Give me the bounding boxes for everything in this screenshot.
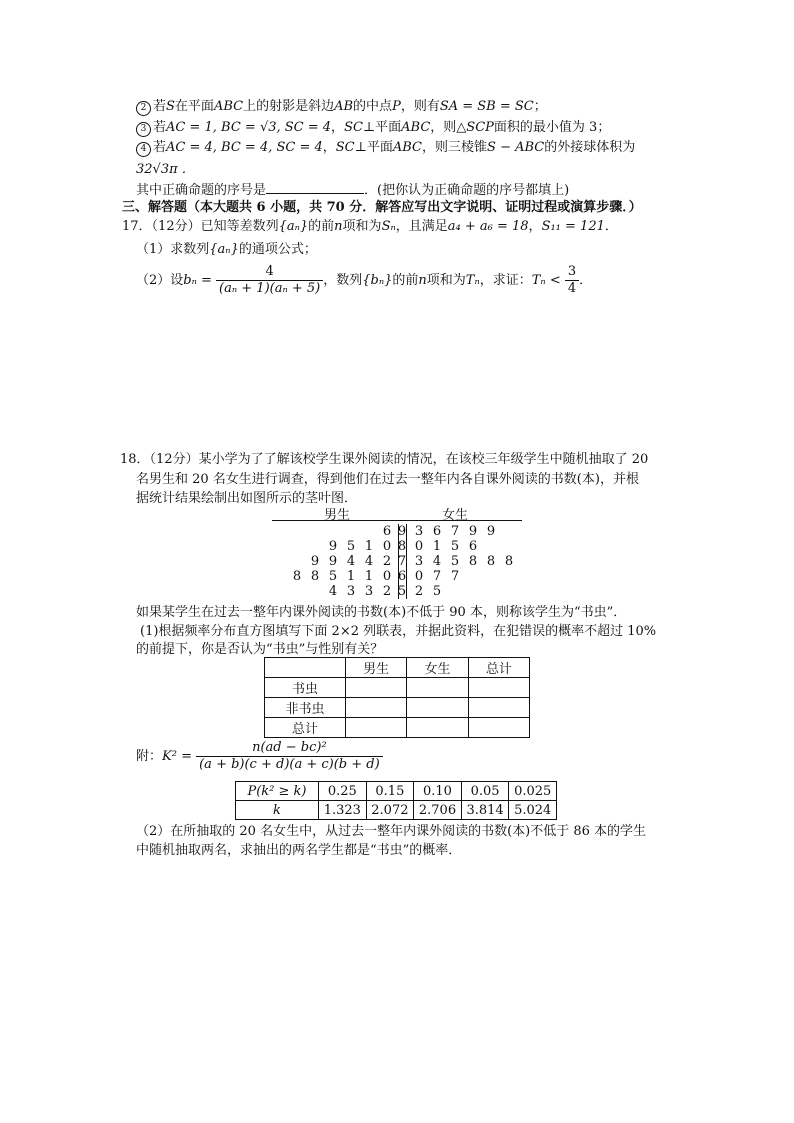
table-cell[interactable]: [468, 718, 529, 738]
male-leaf: 4: [364, 554, 374, 569]
stem-value: 9: [397, 524, 407, 539]
table-header-row: [265, 658, 530, 678]
female-leaf: 7: [450, 524, 460, 539]
male-leaf: 6: [382, 524, 392, 539]
stem-value: 8: [397, 539, 407, 554]
circled-number-2: 2: [136, 101, 151, 116]
bookworm-definition: 如果某学生在过去一整年内课外阅读的书数(本)不低于 90 本，则称该学生为“书虫”．: [136, 605, 627, 620]
female-leaf: 8: [468, 554, 478, 569]
female-leaf: 5: [450, 554, 460, 569]
stem-leaf-title-female: 女生: [442, 508, 469, 523]
table-header-cell: 女生: [407, 658, 468, 678]
male-leaf: 3: [346, 584, 356, 599]
table-cell: 0.15: [366, 782, 414, 801]
circled-number-3: 3: [136, 122, 151, 137]
answer-blank[interactable]: [266, 181, 364, 194]
table-row: [236, 801, 557, 820]
female-leaf: 6: [468, 539, 478, 554]
stem-value: 7: [397, 554, 407, 569]
q18-intro-line3: 据统计结果绘制出如图所示的茎叶图．: [136, 491, 358, 506]
table-cell: 2.072: [366, 801, 414, 820]
critical-value-table: [235, 781, 557, 820]
proposition-3: 3 若AC = 1, BC = √3, SC = 4，SC⊥平面ABC，则△SCP面积的最小值为 3；: [136, 119, 610, 137]
section-heading: 三、解答题（本大题共 6 小题，共 70 分．解答应写出文字说明、证明过程或演算步骤．）: [122, 200, 642, 215]
female-leaf: 0: [414, 569, 424, 584]
female-leaf: 5: [450, 539, 460, 554]
male-leaf: 0: [382, 569, 392, 584]
fraction-bn: $\frac{4}{\text{(aₙ + 1)(aₙ + 5)}}$: [216, 264, 323, 297]
table-cell[interactable]: [407, 698, 468, 718]
female-leaf: 2: [414, 584, 424, 599]
female-leaf: 7: [450, 569, 460, 584]
female-leaf: 3: [414, 554, 424, 569]
row-label: k: [236, 801, 319, 820]
fraction-3-4: $\frac{3}{4}$: [565, 264, 579, 297]
table-cell[interactable]: [346, 698, 407, 718]
table-cell: 1.323: [319, 801, 367, 820]
answer-line: 其中正确命题的序号是 ．(把你认为正确命题的序号都填上): [136, 183, 570, 198]
q17-part1: （1）求数列{aₙ}的通项公式；: [136, 242, 317, 257]
stem-leaf-title-male: 男生: [324, 508, 351, 523]
table-row: [265, 698, 530, 718]
table-cell[interactable]: [407, 678, 468, 698]
row-label: 总计: [265, 718, 346, 738]
male-leaf: 3: [364, 584, 374, 599]
table-cell[interactable]: [407, 718, 468, 738]
stem-value: 5: [397, 584, 407, 599]
table-cell: 0.05: [461, 782, 509, 801]
male-leaf: 0: [382, 539, 392, 554]
formula-fraction: $\frac{\text{n(ad − bc)²}}{(a + b)(c + d)(a + c)(b + d)}$: [196, 740, 383, 773]
stem-value: 6: [397, 569, 407, 584]
male-leaf: 5: [328, 569, 338, 584]
q18-intro-line1: 18．（12分）某小学为了了解该校学生课外阅读的情况，在该校三年级学生中随机抽取了 20: [120, 452, 649, 467]
table-cell: 3.814: [461, 801, 509, 820]
male-leaf: 5: [346, 539, 356, 554]
table-cell: 0.10: [414, 782, 462, 801]
row-label: P(k² ≥ k): [236, 782, 319, 801]
male-leaf: 8: [292, 569, 302, 584]
q17-part2: （2）设bₙ = $\frac{4}{\text{(aₙ + 1)(aₙ + 5)}}$ ，数列{bₙ}的前n项和为Tₙ，求证：Tₙ < $\frac{3}{4}$ ．: [136, 264, 593, 296]
table-row: [265, 718, 530, 738]
table-row: [265, 678, 530, 698]
stem-leaf-plot: [270, 504, 530, 600]
female-leaf: 8: [486, 554, 496, 569]
male-leaf: 8: [310, 569, 320, 584]
q18-intro-line2: 名男生和 20 名女生进行调查，得到他们在过去一整年内各自课外阅读的书数(本)，并根: [136, 472, 639, 487]
table-cell: 0.25: [319, 782, 367, 801]
female-leaf: 9: [468, 524, 478, 539]
male-leaf: 2: [382, 554, 392, 569]
contingency-table: [264, 657, 530, 738]
q18-part2-line1: （2）在所抽取的 20 名女生中，从过去一整年内课外阅读的书数(本)不低于 86 本的学生: [136, 824, 647, 839]
female-leaf: 3: [414, 524, 424, 539]
row-label: 非书虫: [265, 698, 346, 718]
male-leaf: 9: [328, 554, 338, 569]
male-leaf: 9: [310, 554, 320, 569]
female-leaf: 9: [486, 524, 496, 539]
proposition-4: 4 若AC = 4, BC = 4, SC = 4，SC⊥平面ABC，则三棱锥S − ABC的外接球体积为: [136, 139, 635, 157]
table-cell: 0.025: [509, 782, 557, 801]
table-header-cell: 男生: [346, 658, 407, 678]
table-cell[interactable]: [468, 678, 529, 698]
q18-part1-line2: 的前提下，你是否认为“书虫”与性别有关？: [136, 642, 384, 657]
q18-part1-line1: (1)根据频率分布直方图填写下面 2×2 列联表，并据此资料，在犯错误的概率不超过 10%: [140, 624, 657, 639]
table-cell: 2.706: [414, 801, 462, 820]
chi-square-formula: 附：K² = $\frac{\text{n(ad − bc)²}}{(a + b)(c + d)(a + c)(b + d)}$: [136, 739, 383, 775]
table-header-cell: 总计: [468, 658, 529, 678]
female-leaf: 4: [432, 554, 442, 569]
table-cell[interactable]: [346, 678, 407, 698]
male-leaf: 1: [346, 569, 356, 584]
table-row: [236, 782, 557, 801]
female-leaf: 5: [432, 584, 442, 599]
male-leaf: 4: [328, 584, 338, 599]
table-cell: 5.024: [509, 801, 557, 820]
male-leaf: 1: [364, 539, 374, 554]
table-corner-cell: [265, 658, 346, 678]
q18-part2-line2: 中随机抽取两名，求抽出的两名学生都是“书虫”的概率．: [136, 843, 462, 858]
proposition-4-continued: 32√3π ．: [136, 162, 195, 177]
table-cell[interactable]: [346, 718, 407, 738]
female-leaf: 7: [432, 569, 442, 584]
circled-number-4: 4: [136, 142, 151, 157]
female-leaf: 1: [432, 539, 442, 554]
q17-stem: 17．（12分）已知等差数列{aₙ}的前n项和为Sₙ，且满足a₄ + a₆ = 18，S₁₁ = 121．: [122, 219, 618, 234]
male-leaf: 9: [328, 539, 338, 554]
female-leaf: 8: [504, 554, 514, 569]
male-leaf: 1: [364, 569, 374, 584]
table-cell[interactable]: [468, 698, 529, 718]
male-leaf: 4: [346, 554, 356, 569]
male-leaf: 2: [382, 584, 392, 599]
stem-leaf-header-rule: [272, 520, 522, 521]
female-leaf: 6: [432, 524, 442, 539]
proposition-2: 2 若S在平面ABC上的射影是斜边AB的中点P，则有SA = SB = SC；: [136, 98, 547, 116]
row-label: 书虫: [265, 678, 346, 698]
female-leaf: 0: [414, 539, 424, 554]
